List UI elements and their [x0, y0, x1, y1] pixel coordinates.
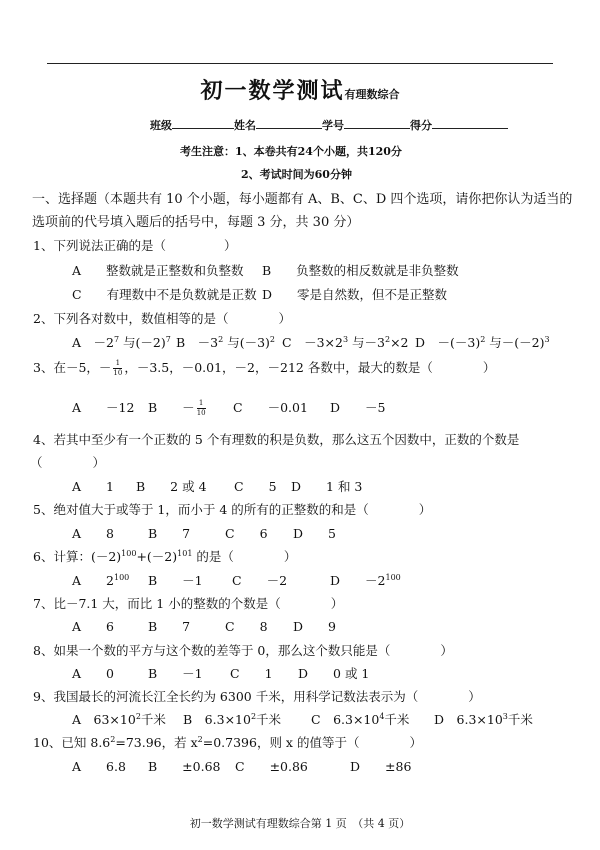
- question-8-stem: 8、如果一个数的平方与这个数的差等于 0，那么这个数只能是（ ）: [33, 643, 453, 658]
- q5-option-b: B 7: [148, 526, 191, 541]
- q8-option-a: A 0: [72, 666, 114, 681]
- q1-option-b: B 负整数的相反数就是非负整数: [262, 263, 459, 278]
- q8-option-d: D 0 或 1: [298, 666, 370, 681]
- q8-option-c: C 1: [230, 666, 273, 681]
- q6-option-c: C －2: [232, 573, 288, 588]
- q5-option-d: D 5: [293, 526, 336, 541]
- q6-option-d: D $-2^{100}$: [330, 572, 401, 588]
- q3-option-a: A －12: [72, 400, 135, 415]
- q4-option-d: D 1 和 3: [291, 479, 363, 494]
- q10-option-a: A 6.8: [72, 759, 126, 774]
- question-9-stem: 9、我国最长的河流长江全长约为 6300 千米，用科学记数法表示为（ ）: [33, 689, 481, 704]
- q8-option-b: B －1: [148, 666, 203, 681]
- question-3-stem: 3、在－5，－ $\frac{1}{10}$ ，－3.5，－0.01，－2，－212 各数中，最大的数是（ ）: [33, 359, 496, 377]
- q10-option-c: C ±0.86: [235, 759, 308, 774]
- section-heading-line2: 选项前的代号填入题后的括号中，每题 3 分，共 30 分）: [32, 215, 360, 230]
- q10-option-b: B ±0.68: [148, 759, 221, 774]
- q9-option-c: C $6.3\times 10^4$千米: [311, 711, 410, 727]
- q5-option-c: C 6: [225, 526, 268, 541]
- q9-option-b: B $6.3\times 10^2$千米: [183, 711, 282, 727]
- q7-option-b: B 7: [148, 619, 191, 634]
- q5-option-a: A 8: [72, 526, 114, 541]
- question-10-stem: 10、已知 $8.6^2=73.96$，若 $x^2=0.7396$，则 x 的值等于（ ）: [33, 734, 422, 750]
- q4-option-a: A 1: [72, 479, 114, 494]
- q6-option-b: B －1: [148, 573, 203, 588]
- q7-option-c: C 8: [225, 619, 268, 634]
- q10-option-d: D ±86: [350, 759, 412, 774]
- question-4-stem: 4、若其中至少有一个正数的 5 个有理数的积是负数，那么这五个因数中，正数的个数是: [33, 432, 520, 447]
- page-footer: 初一数学测试有理数综合第 1 页 （共 4 页）: [189, 817, 411, 830]
- question-5-stem: 5、绝对值大于或等于 1，而小于 4 的所有的正整数的和是（ ）: [33, 502, 432, 517]
- q7-option-a: A 6: [72, 619, 114, 634]
- q4-answer-paren: （ ）: [30, 455, 106, 470]
- q7-option-d: D 9: [293, 619, 336, 634]
- q4-option-b: B 2 或 4: [136, 479, 207, 494]
- top-rule: [47, 63, 553, 64]
- q9-option-a: A $63\times 10^2$千米: [72, 711, 166, 727]
- q2-option-d: D $-(-3)^2$ 与$-(-2)^3$: [415, 334, 550, 350]
- question-1-stem: 1、下列说法正确的是（ ）: [33, 238, 237, 253]
- exam-note-2: 2、考试时间为60分钟: [241, 168, 352, 181]
- q1-option-a: A 整数就是正整数和负整数: [72, 263, 244, 278]
- q9-option-d: D $6.3\times 10^3$千米: [434, 711, 533, 727]
- exam-note-1: 考生注意：1、本卷共有24个小题，共120分: [180, 145, 402, 158]
- question-7-stem: 7、比－7.1 大，而比 1 小的整数的个数是（ ）: [33, 596, 344, 611]
- q6-option-a: A $2^{100}$: [72, 572, 130, 588]
- q3-fraction: $\frac{1}{10}$: [113, 359, 123, 377]
- q4-option-c: C 5: [234, 479, 277, 494]
- q3-option-b: B － $\frac{1}{10}$: [148, 399, 206, 417]
- page-title: 初一数学测试有理数综合: [200, 78, 400, 104]
- section-heading-line1: 一、选择题（本题共有 10 个小题，每小题都有 A、B、C、D 四个选项，请你把你认为适当的: [32, 192, 573, 207]
- q1-option-d: D 零是自然数，但不是正整数: [262, 287, 448, 302]
- q3-option-d: D －5: [330, 400, 386, 415]
- name-blank[interactable]: [256, 118, 322, 129]
- score-blank[interactable]: [432, 118, 508, 129]
- q1-option-c: C 有理数中不是负数就是正数: [72, 287, 257, 302]
- q3-option-c: C －0.01: [233, 400, 308, 415]
- q2-option-c: C $-3\times 2^3$ 与$-3^2\times 2$: [282, 334, 409, 350]
- class-blank[interactable]: [172, 118, 234, 129]
- q2-option-b: B $-3^2$ 与$(-3)^2$: [176, 334, 276, 350]
- student-info-line: 班级 姓名 学号 得分: [150, 117, 508, 133]
- id-blank[interactable]: [344, 118, 410, 129]
- question-6-stem: 6、计算：$(-2)^{100}+(-2)^{101}$ 的是（ ）: [33, 548, 297, 564]
- question-2-stem: 2、下列各对数中，数值相等的是（ ）: [33, 311, 291, 326]
- q2-option-a: A $-2^7$ 与$(-2)^7$: [72, 334, 171, 350]
